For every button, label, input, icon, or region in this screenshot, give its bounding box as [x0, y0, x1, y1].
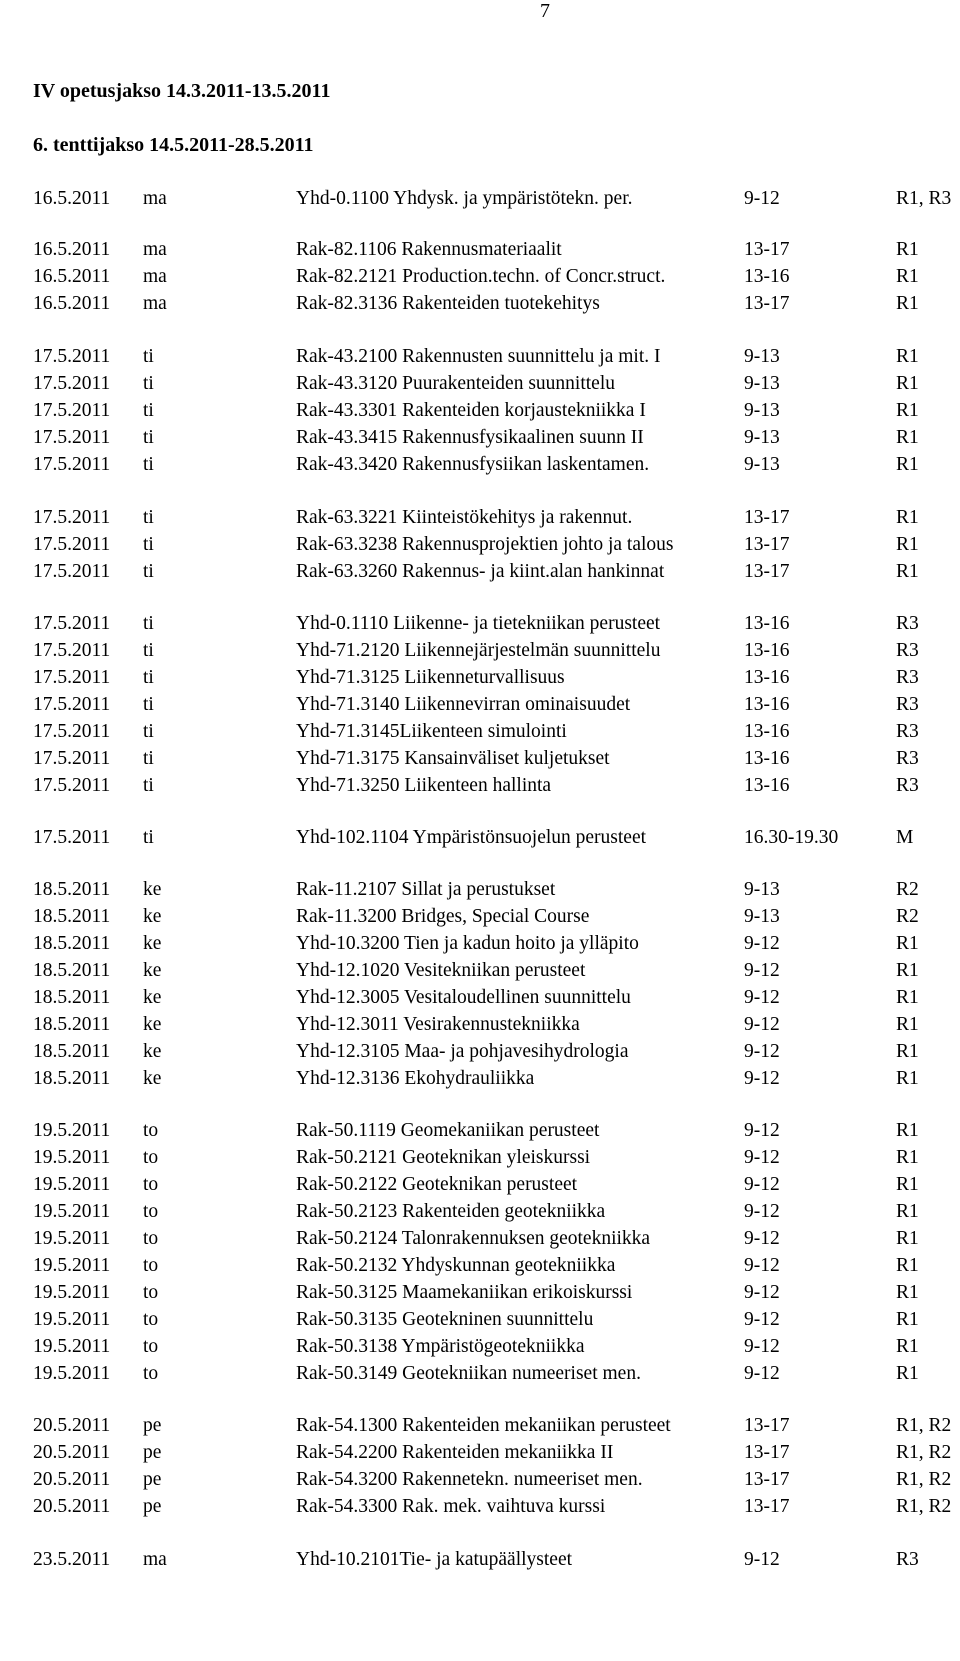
- table-row: [0, 1201, 960, 1227]
- exam-period-heading: 6. tenttijakso 14.5.2011-28.5.2011: [33, 134, 314, 156]
- exam-date: 19.5.2011: [33, 1336, 111, 1357]
- exam-time: 9-12: [744, 987, 780, 1008]
- exam-date: 17.5.2011: [33, 400, 111, 421]
- exam-weekday: pe: [143, 1469, 162, 1490]
- course-name: Yhd-12.3011 Vesirakennustekniikka: [296, 1014, 580, 1035]
- exam-date: 18.5.2011: [33, 987, 111, 1008]
- exam-date: 20.5.2011: [33, 1469, 111, 1490]
- exam-weekday: ke: [143, 960, 162, 981]
- course-name: Yhd-71.3125 Liikenneturvallisuus: [296, 667, 565, 688]
- exam-weekday: ma: [143, 239, 167, 260]
- exam-time: 9-13: [744, 906, 780, 927]
- table-row: [0, 1363, 960, 1389]
- table-row: [0, 427, 960, 453]
- course-name: Rak-50.2122 Geoteknikan perusteet: [296, 1174, 578, 1195]
- exam-room: R3: [896, 667, 919, 688]
- table-row: [0, 640, 960, 666]
- exam-room: R1: [896, 1147, 919, 1168]
- exam-weekday: to: [143, 1336, 159, 1357]
- exam-weekday: ti: [143, 667, 154, 688]
- table-row: [0, 293, 960, 319]
- exam-date: 19.5.2011: [33, 1228, 111, 1249]
- exam-date: 18.5.2011: [33, 960, 111, 981]
- course-name: Rak-54.3200 Rakennetekn. numeeriset men.: [296, 1469, 643, 1490]
- exam-weekday: ti: [143, 346, 154, 367]
- exam-weekday: ke: [143, 1068, 162, 1089]
- exam-date: 16.5.2011: [33, 188, 111, 209]
- exam-weekday: ti: [143, 427, 154, 448]
- exam-weekday: to: [143, 1201, 159, 1222]
- exam-time: 13-17: [744, 293, 790, 314]
- exam-date: 17.5.2011: [33, 667, 111, 688]
- exam-date: 17.5.2011: [33, 561, 111, 582]
- course-name: Yhd-12.3105 Maa- ja pohjavesihydrologia: [296, 1041, 629, 1062]
- exam-date: 19.5.2011: [33, 1147, 111, 1168]
- exam-date: 17.5.2011: [33, 454, 111, 475]
- course-name: Yhd-12.1020 Vesitekniikan perusteet: [296, 960, 586, 981]
- course-name: Rak-54.1300 Rakenteiden mekaniikan perusteet: [296, 1415, 671, 1436]
- table-row: [0, 694, 960, 720]
- table-row: [0, 239, 960, 265]
- exam-time: 9-12: [744, 933, 780, 954]
- exam-date: 23.5.2011: [33, 1549, 111, 1570]
- exam-date: 18.5.2011: [33, 933, 111, 954]
- exam-date: 17.5.2011: [33, 748, 111, 769]
- exam-weekday: to: [143, 1309, 159, 1330]
- exam-room: R1: [896, 1363, 919, 1384]
- exam-date: 17.5.2011: [33, 827, 111, 848]
- exam-room: R1: [896, 960, 919, 981]
- exam-date: 19.5.2011: [33, 1174, 111, 1195]
- exam-date: 19.5.2011: [33, 1255, 111, 1276]
- exam-time: 9-13: [744, 400, 780, 421]
- exam-weekday: ti: [143, 561, 154, 582]
- exam-weekday: ma: [143, 293, 167, 314]
- table-row: [0, 266, 960, 292]
- course-name: Yhd-71.3175 Kansainväliset kuljetukset: [296, 748, 610, 769]
- table-row: [0, 1336, 960, 1362]
- page-number: 7: [540, 0, 550, 22]
- exam-room: R1: [896, 400, 919, 421]
- exam-date: 19.5.2011: [33, 1282, 111, 1303]
- exam-room: R1: [896, 293, 919, 314]
- exam-room: R3: [896, 1549, 919, 1570]
- exam-time: 13-17: [744, 534, 790, 555]
- exam-date: 17.5.2011: [33, 640, 111, 661]
- exam-room: R1: [896, 1255, 919, 1276]
- exam-weekday: ti: [143, 507, 154, 528]
- course-name: Rak-43.2100 Rakennusten suunnittelu ja mit. I: [296, 346, 661, 367]
- exam-weekday: pe: [143, 1442, 162, 1463]
- table-row: [0, 1147, 960, 1173]
- exam-room: R1: [896, 1014, 919, 1035]
- exam-date: 17.5.2011: [33, 613, 111, 634]
- exam-time: 9-12: [744, 1255, 780, 1276]
- course-name: Yhd-10.2101Tie- ja katupäällysteet: [296, 1549, 573, 1570]
- course-name: Yhd-12.3005 Vesitaloudellinen suunnittelu: [296, 987, 631, 1008]
- exam-room: R1, R2: [896, 1496, 952, 1517]
- exam-time: 9-12: [744, 1282, 780, 1303]
- course-name: Rak-54.2200 Rakenteiden mekaniikka II: [296, 1442, 614, 1463]
- exam-room: R1: [896, 1201, 919, 1222]
- exam-room: R1: [896, 346, 919, 367]
- table-row: [0, 1415, 960, 1441]
- exam-time: 13-16: [744, 775, 790, 796]
- table-row: [0, 906, 960, 932]
- table-row: [0, 775, 960, 801]
- exam-time: 9-12: [744, 1068, 780, 1089]
- course-name: Yhd-71.3145Liikenteen simulointi: [296, 721, 567, 742]
- course-name: Rak-63.3260 Rakennus- ja kiint.alan hankinnat: [296, 561, 665, 582]
- course-name: Yhd-71.2120 Liikennejärjestelmän suunnittelu: [296, 640, 661, 661]
- course-name: Yhd-71.3140 Liikennevirran ominaisuudet: [296, 694, 631, 715]
- exam-time: 13-16: [744, 613, 790, 634]
- exam-date: 20.5.2011: [33, 1442, 111, 1463]
- exam-room: R1: [896, 1120, 919, 1141]
- table-row: [0, 933, 960, 959]
- exam-time: 9-13: [744, 879, 780, 900]
- exam-time: 9-12: [744, 1228, 780, 1249]
- exam-room: R1: [896, 1068, 919, 1089]
- table-row: [0, 1255, 960, 1281]
- table-row: [0, 507, 960, 533]
- exam-time: 13-16: [744, 748, 790, 769]
- exam-room: R1: [896, 1041, 919, 1062]
- table-row: [0, 1496, 960, 1522]
- exam-room: R1, R2: [896, 1469, 952, 1490]
- table-row: [0, 454, 960, 480]
- exam-time: 13-16: [744, 667, 790, 688]
- exam-date: 17.5.2011: [33, 775, 111, 796]
- exam-room: R1: [896, 266, 919, 287]
- exam-date: 19.5.2011: [33, 1120, 111, 1141]
- exam-room: R1: [896, 454, 919, 475]
- exam-weekday: ke: [143, 1014, 162, 1035]
- exam-room: R1: [896, 561, 919, 582]
- course-name: Yhd-0.1110 Liikenne- ja tietekniikan perusteet: [296, 613, 661, 634]
- exam-date: 19.5.2011: [33, 1363, 111, 1384]
- exam-weekday: ti: [143, 775, 154, 796]
- exam-date: 17.5.2011: [33, 373, 111, 394]
- exam-time: 9-12: [744, 1363, 780, 1384]
- exam-weekday: ke: [143, 987, 162, 1008]
- exam-room: R1: [896, 239, 919, 260]
- table-row: [0, 1309, 960, 1335]
- exam-room: R3: [896, 613, 919, 634]
- exam-weekday: ma: [143, 1549, 167, 1570]
- table-row: [0, 1041, 960, 1067]
- table-row: [0, 827, 960, 853]
- exam-date: 18.5.2011: [33, 1068, 111, 1089]
- table-row: [0, 561, 960, 587]
- exam-date: 19.5.2011: [33, 1201, 111, 1222]
- course-name: Rak-43.3301 Rakenteiden korjaustekniikka I: [296, 400, 646, 421]
- exam-room: R1: [896, 373, 919, 394]
- exam-date: 16.5.2011: [33, 293, 111, 314]
- course-name: Yhd-71.3250 Liikenteen hallinta: [296, 775, 552, 796]
- exam-time: 9-13: [744, 454, 780, 475]
- exam-time: 9-13: [744, 427, 780, 448]
- course-name: Rak-50.1119 Geomekaniikan perusteet: [296, 1120, 600, 1141]
- exam-date: 20.5.2011: [33, 1496, 111, 1517]
- exam-room: R1: [896, 1174, 919, 1195]
- exam-weekday: to: [143, 1120, 159, 1141]
- exam-time: 13-17: [744, 1415, 790, 1436]
- course-name: Rak-50.3135 Geotekninen suunnittelu: [296, 1309, 594, 1330]
- exam-room: R1: [896, 987, 919, 1008]
- exam-weekday: to: [143, 1174, 159, 1195]
- exam-weekday: ti: [143, 721, 154, 742]
- exam-weekday: ti: [143, 534, 154, 555]
- exam-weekday: pe: [143, 1415, 162, 1436]
- exam-room: R1, R2: [896, 1415, 952, 1436]
- exam-date: 17.5.2011: [33, 507, 111, 528]
- exam-room: R1, R3: [896, 188, 952, 209]
- exam-time: 9-12: [744, 1309, 780, 1330]
- exam-date: 17.5.2011: [33, 427, 111, 448]
- course-name: Rak-82.3136 Rakenteiden tuotekehitys: [296, 293, 600, 314]
- table-row: [0, 1120, 960, 1146]
- exam-time: 13-16: [744, 640, 790, 661]
- exam-weekday: ke: [143, 1041, 162, 1062]
- exam-weekday: ma: [143, 188, 167, 209]
- exam-weekday: to: [143, 1228, 159, 1249]
- course-name: Rak-43.3420 Rakennusfysiikan laskentamen.: [296, 454, 650, 475]
- exam-room: R3: [896, 721, 919, 742]
- course-name: Yhd-0.1100 Yhdysk. ja ympäristötekn. per.: [296, 188, 633, 209]
- exam-time: 13-17: [744, 1496, 790, 1517]
- course-name: Rak-63.3238 Rakennusprojektien johto ja talous: [296, 534, 674, 555]
- exam-room: R1, R2: [896, 1442, 952, 1463]
- exam-weekday: ti: [143, 748, 154, 769]
- exam-date: 18.5.2011: [33, 906, 111, 927]
- course-name: Rak-63.3221 Kiinteistökehitys ja rakennut.: [296, 507, 633, 528]
- table-row: [0, 346, 960, 372]
- exam-date: 17.5.2011: [33, 534, 111, 555]
- table-row: [0, 748, 960, 774]
- exam-weekday: ti: [143, 373, 154, 394]
- exam-weekday: ti: [143, 400, 154, 421]
- exam-weekday: ti: [143, 454, 154, 475]
- exam-time: 9-12: [744, 1174, 780, 1195]
- exam-room: R1: [896, 1309, 919, 1330]
- exam-time: 13-17: [744, 507, 790, 528]
- table-row: [0, 188, 960, 214]
- exam-room: R1: [896, 534, 919, 555]
- exam-time: 9-12: [744, 188, 780, 209]
- exam-room: R1: [896, 933, 919, 954]
- exam-room: R3: [896, 748, 919, 769]
- exam-room: R1: [896, 1228, 919, 1249]
- course-name: Rak-43.3415 Rakennusfysikaalinen suunn II: [296, 427, 644, 448]
- exam-time: 9-13: [744, 373, 780, 394]
- course-name: Yhd-10.3200 Tien ja kadun hoito ja ylläpito: [296, 933, 639, 954]
- exam-time: 9-12: [744, 1041, 780, 1062]
- course-name: Rak-50.2124 Talonrakennuksen geotekniikka: [296, 1228, 651, 1249]
- exam-room: R1: [896, 1336, 919, 1357]
- exam-time: 13-16: [744, 721, 790, 742]
- course-name: Yhd-12.3136 Ekohydrauliikka: [296, 1068, 535, 1089]
- table-row: [0, 1282, 960, 1308]
- table-row: [0, 373, 960, 399]
- exam-weekday: to: [143, 1282, 159, 1303]
- exam-time: 13-16: [744, 694, 790, 715]
- course-name: Rak-54.3300 Rak. mek. vaihtuva kurssi: [296, 1496, 606, 1517]
- exam-date: 18.5.2011: [33, 1041, 111, 1062]
- exam-weekday: ti: [143, 694, 154, 715]
- exam-weekday: ti: [143, 640, 154, 661]
- exam-time: 9-12: [744, 1147, 780, 1168]
- exam-time: 9-13: [744, 346, 780, 367]
- table-row: [0, 1014, 960, 1040]
- course-name: Rak-50.2123 Rakenteiden geotekniikka: [296, 1201, 606, 1222]
- table-row: [0, 879, 960, 905]
- exam-time: 9-12: [744, 1549, 780, 1570]
- exam-weekday: ke: [143, 879, 162, 900]
- course-name: Yhd-102.1104 Ympäristönsuojelun perusteet: [296, 827, 647, 848]
- exam-weekday: to: [143, 1255, 159, 1276]
- table-row: [0, 667, 960, 693]
- exam-weekday: to: [143, 1363, 159, 1384]
- exam-time: 13-17: [744, 239, 790, 260]
- course-name: Rak-50.3125 Maamekaniikan erikoiskurssi: [296, 1282, 633, 1303]
- course-name: Rak-50.2132 Yhdyskunnan geotekniikka: [296, 1255, 616, 1276]
- table-row: [0, 400, 960, 426]
- exam-room: R2: [896, 906, 919, 927]
- exam-time: 13-17: [744, 561, 790, 582]
- table-row: [0, 613, 960, 639]
- course-name: Rak-43.3120 Puurakenteiden suunnittelu: [296, 373, 615, 394]
- table-row: [0, 1469, 960, 1495]
- exam-date: 19.5.2011: [33, 1309, 111, 1330]
- table-row: [0, 1442, 960, 1468]
- exam-room: R1: [896, 1282, 919, 1303]
- exam-time: 9-12: [744, 1336, 780, 1357]
- exam-date: 20.5.2011: [33, 1415, 111, 1436]
- course-name: Rak-50.2121 Geoteknikan yleiskurssi: [296, 1147, 591, 1168]
- table-row: [0, 534, 960, 560]
- table-row: [0, 1174, 960, 1200]
- course-name: Rak-82.2121 Production.techn. of Concr.struct.: [296, 266, 666, 287]
- exam-date: 16.5.2011: [33, 266, 111, 287]
- exam-date: 16.5.2011: [33, 239, 111, 260]
- exam-weekday: ke: [143, 933, 162, 954]
- period-heading: IV opetusjakso 14.3.2011-13.5.2011: [33, 80, 331, 102]
- exam-room: R3: [896, 694, 919, 715]
- course-name: Rak-11.3200 Bridges, Special Course: [296, 906, 590, 927]
- exam-weekday: ke: [143, 906, 162, 927]
- course-name: Rak-11.2107 Sillat ja perustukset: [296, 879, 556, 900]
- course-name: Rak-50.3138 Ympäristögeotekniikka: [296, 1336, 585, 1357]
- exam-time: 9-12: [744, 1014, 780, 1035]
- exam-weekday: ti: [143, 613, 154, 634]
- exam-weekday: pe: [143, 1496, 162, 1517]
- exam-time: 9-12: [744, 960, 780, 981]
- table-row: [0, 1068, 960, 1094]
- exam-room: R3: [896, 640, 919, 661]
- exam-date: 18.5.2011: [33, 1014, 111, 1035]
- exam-time: 13-16: [744, 266, 790, 287]
- exam-date: 17.5.2011: [33, 721, 111, 742]
- exam-room: R1: [896, 427, 919, 448]
- exam-time: 13-17: [744, 1442, 790, 1463]
- table-row: [0, 987, 960, 1013]
- exam-weekday: ma: [143, 266, 167, 287]
- table-row: [0, 960, 960, 986]
- exam-time: 16.30-19.30: [744, 827, 839, 848]
- exam-room: M: [896, 827, 914, 848]
- exam-time: 9-12: [744, 1120, 780, 1141]
- exam-date: 17.5.2011: [33, 346, 111, 367]
- table-row: [0, 721, 960, 747]
- table-row: [0, 1228, 960, 1254]
- exam-weekday: to: [143, 1147, 159, 1168]
- exam-room: R2: [896, 879, 919, 900]
- exam-weekday: ti: [143, 827, 154, 848]
- exam-time: 9-12: [744, 1201, 780, 1222]
- exam-time: 13-17: [744, 1469, 790, 1490]
- exam-date: 17.5.2011: [33, 694, 111, 715]
- exam-date: 18.5.2011: [33, 879, 111, 900]
- course-name: Rak-50.3149 Geotekniikan numeeriset men.: [296, 1363, 641, 1384]
- table-row: [0, 1549, 960, 1575]
- course-name: Rak-82.1106 Rakennusmateriaalit: [296, 239, 562, 260]
- exam-room: R3: [896, 775, 919, 796]
- exam-room: R1: [896, 507, 919, 528]
